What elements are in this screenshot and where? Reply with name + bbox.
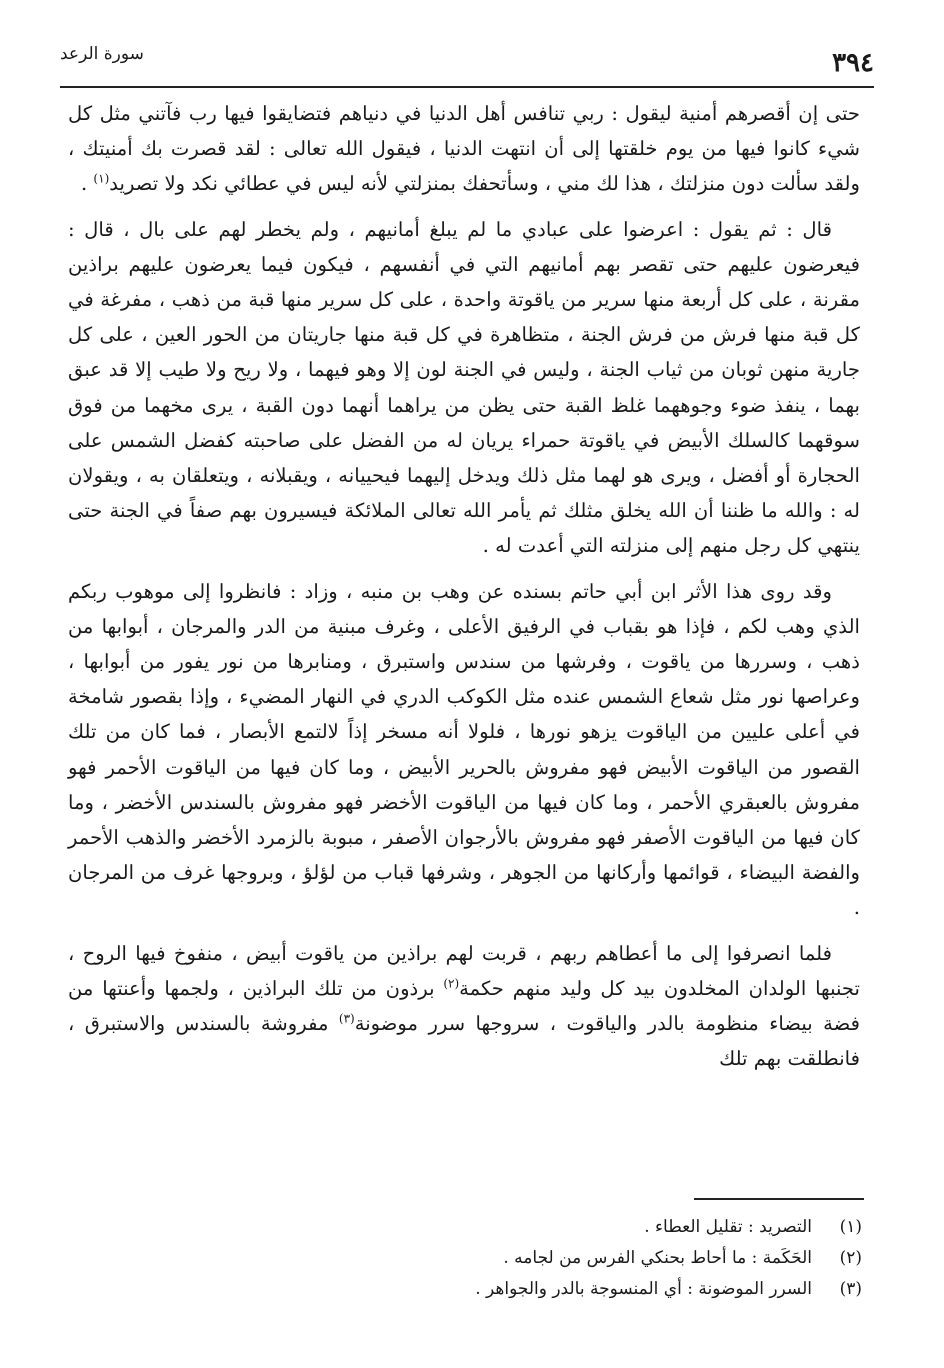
text-line: مفروشة بالسندس والاستبرق ، فانطلقت بهم تلك xyxy=(68,1012,860,1071)
footnote-number: (٣) xyxy=(839,1279,862,1299)
text-line: مقرنة ، على كل أربعة منها سرير من ياقوتة واحدة ، على كل سرير منها قبة من ذهب ، مفرغة في xyxy=(68,288,860,312)
paragraph-1 xyxy=(68,96,860,202)
footnote-number: (١) xyxy=(839,1217,862,1237)
text-line: الولدان المخلدون بيد كل وليد منهم حكمة xyxy=(459,976,807,1000)
text-line: الأخضر والذهب الأحمر والفضة البيضاء ، قوائمها وأركانها من الجوهر ، وشرفها قباب من xyxy=(68,826,860,885)
text-line: الأحمر فهو مفروش بالعبقري الأحمر ، وما كان فيها من الياقوت الأخضر فهو مفروش بالسندس xyxy=(68,755,861,814)
footnote-text: التصريد : تقليل العطاء . xyxy=(644,1217,812,1237)
text-line: وقد روى هذا الأثر ابن أبي حاتم بسنده عن وهب بن منبه ، وزاد : فانظروا إلى موهوب ربكم xyxy=(68,579,832,603)
footnote-ref-3: (٣) xyxy=(338,1011,355,1026)
footnote-divider xyxy=(694,1198,864,1200)
running-title: سورة الرعد xyxy=(60,44,144,64)
page-number: ٣٩٤ xyxy=(832,48,874,78)
text-line: تلك القصور من الياقوت الأبيض فهو مفروش بالحرير الأبيض ، وما كان فيها من الياقوت xyxy=(68,720,860,779)
text-line: الذي وهب لكم ، فإذا هو بقباب في الرفيق الأعلى ، وغرف مبنية من الدر والمرجان ، أبوابها من xyxy=(68,614,860,638)
text-line: حتى إن أقصرهم أمنية ليقول : ربي تنافس أهل الدنيا في دنياهم فتضايقوا فيها رب فآتني مثل كل شيء xyxy=(68,102,860,161)
text-line: فلما انصرفوا إلى ما أعطاهم ربهم ، قربت لهم براذين من ياقوت أبيض ، منفوخ فيها الروح ، تجنبها xyxy=(68,941,860,1000)
text-line: برذون من تلك البراذين ، ولجمها وأعنتها من فضة بيضاء xyxy=(68,976,860,1036)
paragraph-2 xyxy=(68,212,860,564)
text-line: فيعرضون عليهم حتى تقصر بهم أمانيهم التي في أنفسهم ، فيكون فيما يعرضون عليهم براذين xyxy=(68,252,860,276)
paragraph-3 xyxy=(68,574,860,926)
footnotes xyxy=(200,1212,862,1305)
footnote-1 xyxy=(200,1212,862,1243)
text-line: قال : ثم يقول : اعرضوا على عبادي ما لم يبلغ أمانيهم ، ولم يخطر لهم على بال ، قال : xyxy=(68,217,832,241)
footnote-2 xyxy=(200,1243,862,1274)
footnote-3 xyxy=(200,1274,862,1305)
text-line: منظومة بالدر والياقوت ، سروجها سرر موضونة xyxy=(354,1012,759,1036)
text-line: كل قبة منها فرش من فرش الجنة ، متظاهرة في كل قبة منها جاريتان من الحور العين ، على كل xyxy=(68,323,860,347)
main-text xyxy=(68,96,860,1086)
footnote-text: السرر الموضونة : أي المنسوجة بالدر والجواهر . xyxy=(475,1279,812,1299)
text-line: جارية منهن ثوبان من ثياب الجنة ، وليس في الجنة لون إلا وهو فيهما ، ولا ريح ولا طيب إلا قد xyxy=(108,358,861,382)
text-line: ذهب ، وسررها من ياقوت ، وفرشها من سندس واستبرق ، ومنابرها من نور يفور من أبوابها ، xyxy=(68,650,860,674)
text-line: كانوا فيها من يوم خلقتها إلى أن انتهت الدنيا ، فيقول الله تعالى : لقد قصرت بك أمنيتك ، ولقد xyxy=(68,137,860,196)
text-line: عبق بهما ، ينفذ ضوء وجوههما غلظ القبة حتى يظن من يراهما أنهما دون القبة ، يرى مخهما من xyxy=(68,358,861,417)
text-line: . xyxy=(80,172,94,196)
text-line: شامخة في أعلى عليين من الياقوت يزهو نورها ، فلولا أنه مسخر إذاً لالتمع الأبصار ، فما كان من xyxy=(68,685,860,744)
text-line: الأخضر ، وما كان فيها من الياقوت الأصفر فهو مفروش بالأرجوان الأصفر ، مبوبة بالزمرد xyxy=(68,790,861,850)
text-line: فوق سوقهما كالسلك الأبيض في ياقوتة حمراء يريان له من الفضل على صاحبته كفضل الشمس xyxy=(68,393,860,452)
footnote-text: الحَكَمة : ما أحاط بحنكي الفرس من لجامه . xyxy=(503,1248,812,1268)
footnote-number: (٢) xyxy=(839,1248,862,1268)
text-line: سألت دون منزلتك ، هذا لك مني ، وسأتحفك بمنزلتي لأنه ليس في عطائي نكد ولا تصريد xyxy=(109,172,819,196)
page-header xyxy=(60,38,874,88)
text-line: على الحجارة أو أفضل ، ويرى هو لهما مثل ذلك ويدخل إليهما فيحييانه ، ويقبلانه ، ويتعلقان xyxy=(68,428,860,488)
text-line: به ، ويقولان له : والله ما ظننا أن الله يخلق مثلك ثم يأمر الله تعالى الملائكة فيسيرون بهم صفاً في xyxy=(68,464,860,523)
text-line: لؤلؤ ، وبروجها غرف من المرجان . xyxy=(68,861,860,920)
text-line: الجنة حتى ينتهي كل رجل منهم إلى منزلته التي أعدت له . xyxy=(68,499,860,558)
paragraph-4 xyxy=(68,936,860,1077)
text-line: وعراصها نور مثل شعاع الشمس عنده مثل الكوكب الدري في النهار المضيء ، وإذا بقصور xyxy=(131,685,860,709)
footnote-ref-1: (١) xyxy=(93,171,110,186)
footnote-ref-2: (٢) xyxy=(443,976,460,991)
